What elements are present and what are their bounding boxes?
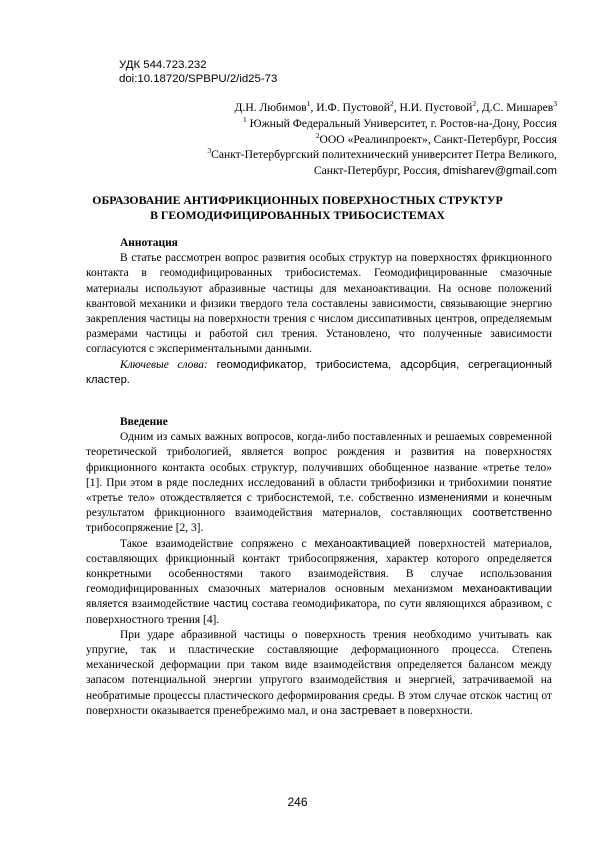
title-line: ОБРАЗОВАНИЕ АНТИФРИКЦИОННЫХ ПОВЕРХНОСТНЫХ СТРУКТУР xyxy=(92,193,503,207)
abstract-heading: Аннотация xyxy=(120,237,178,249)
affiliation-mark: 1 xyxy=(306,99,311,108)
authors-block xyxy=(97,100,557,180)
keywords-label: Ключевые слова: xyxy=(120,358,208,371)
introduction-heading: Введение xyxy=(120,416,168,428)
keywords-list: геомодификатор, трибосистема, адсорбция, сегрегационный кластер. xyxy=(86,358,552,386)
udk-code: УДК 544.723.232 xyxy=(119,59,207,71)
intro-paragraph-2: Такое взаимодействие сопряжено с механоактивацией поверхностей материалов, составляющих фрикционный контакт трибосопряжения, характер которого определяется конкретными особенностями такого взаимодействия. В случае использования геомодифицированных смазочных материалов основным механизмом механоактивации является взаимодействие частиц состава геомодификатора, по сути являющихся абразивом, с поверхностного трения [4]. xyxy=(86,537,553,626)
intro-paragraph-3: При ударе абразивной частицы о поверхность трения необходимо учитывать как упругие, так и пластические составляющие деформационного процесса. Степень механической деформации при таком виде взаимодействия определяется балансом между запасом потенциальной энергии упругого взаимодействия и энергией, затрачиваемой на необратимые процессы пластического деформирования среды. В этом случае отскок частиц от поверхности оказывается пренебрежимо мал, и она застревает в поверхности. xyxy=(86,628,552,717)
affiliation-mark: 2 xyxy=(472,99,477,108)
author-name: , И.Ф. Пустовой xyxy=(310,101,390,114)
author-name: Д.Н. Любимов xyxy=(234,101,307,114)
page-number: 246 xyxy=(287,795,308,809)
author-name: , Д.С. Мишарев xyxy=(476,101,554,114)
affiliation-mark: 2 xyxy=(389,99,394,108)
introduction-section xyxy=(86,415,552,719)
abstract-section xyxy=(86,236,552,388)
author-name: , Н.И. Пустовой xyxy=(393,101,473,114)
affiliation-3: $^3$Санкт-Петербургский политехнический университет Петра Великого, xyxy=(207,146,557,162)
affiliation-3-continued: Санкт-Петербург, Россия, dmisharev@gmail.com xyxy=(313,164,557,178)
author-email: dmisharev@gmail.com xyxy=(443,165,557,178)
intro-paragraph-1: Одним из самых важных вопросов, когда-либо поставленных и решаемых современной теоретической трибологией, является вопрос рождения и развития на поверхностях фрикционного контакта особых структур, получивших обобщенное название «третье тело» [1]. При этом в ряде последних исследований в области трибофизики и трибохимии понятие «третье тело» отождествляется с трибосистемой, т.е. собственно изменениями и конечным результатом фрикционного взаимодействия материалов, составляющих соответственно трибосопряжение [2, 3]. xyxy=(86,431,552,535)
affiliation-1: $^1$ Южный Федеральный Университет, г. Ростов-на-Дону, Россия xyxy=(242,114,557,130)
paper-title xyxy=(70,193,525,223)
doi: doi:10.18720/SPBPU/2/id25-73 xyxy=(119,73,278,85)
article-identifiers xyxy=(119,58,277,86)
title-line: В ГЕОМОДИФИЦИРОВАННЫХ ТРИБОСИСТЕМАХ xyxy=(150,208,445,222)
affiliation-mark: 3 xyxy=(553,99,557,108)
keywords xyxy=(86,358,552,388)
abstract-text: В статье рассмотрен вопрос развития особых структур на поверхностях фрикционного контакта в геомодифицированных трибосистемах. Геомодифицированные смазочные материалы используют абразивные частицы для механоактивации. На основе положений квантовой механики и физики твердого тела составлены зависимости, связывающие энергию закрепления частицы на поверхности трения с числом диссипативных центров, определяемым размерами частицы и работой сил трения. Установлено, что полученные зависимости согласуются с экспериментальными данными. xyxy=(86,252,552,356)
author-list xyxy=(97,100,557,116)
affiliation-2: $^2$ООО «Реалинпроект», Санкт-Петербург, Россия xyxy=(315,130,557,146)
